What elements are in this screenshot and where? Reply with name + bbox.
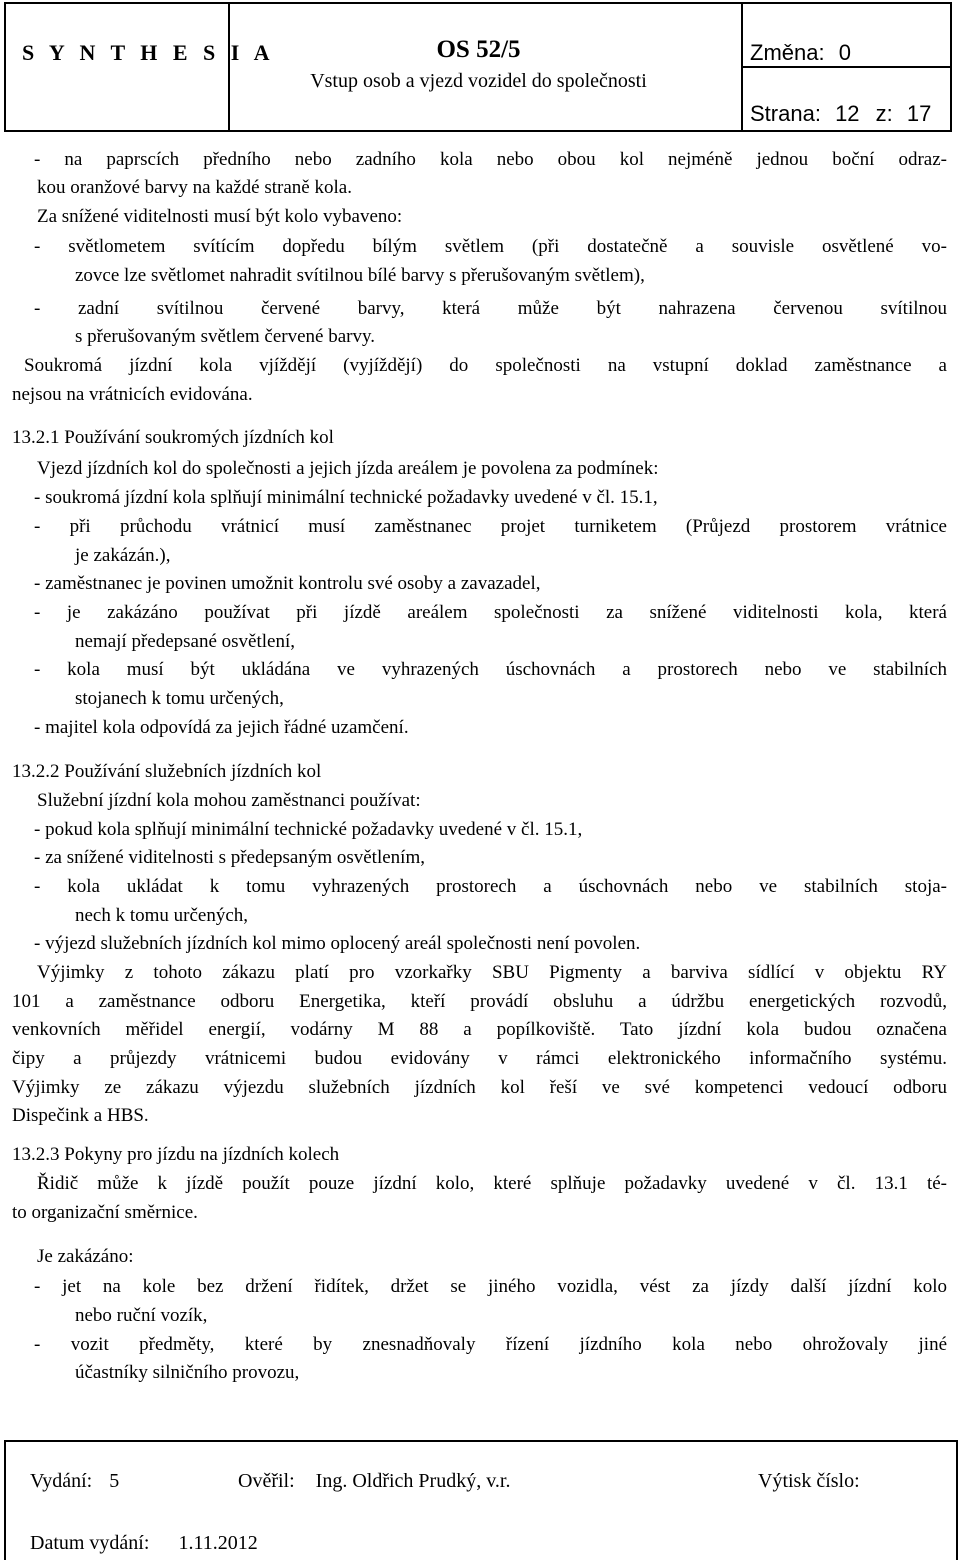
text-line: - kola ukládat k tomu vyhrazených prostorech a úschovnách nebo ve stabilních stoja-	[34, 876, 947, 897]
text-line: s přerušovaným světlem červené barvy.	[75, 326, 376, 347]
text-line: - pokud kola splňují minimální technické požadavky uvedené v čl. 15.1,	[34, 819, 583, 840]
text-line: - na paprscích předního nebo zadního kola nebo obou kol nejméně jednou boční odraz-	[34, 149, 947, 170]
text-line: - zaměstnanec je povinen umožnit kontrolu své osoby a zavazadel,	[34, 573, 541, 594]
text-line: to organizační směrnice.	[12, 1202, 198, 1223]
section-heading: 13.2.2 Používání služebních jízdních kol	[12, 761, 322, 782]
text-line: - vozit předměty, které by znesnadňovaly řízení jízdního kola nebo ohrožovaly jiné	[34, 1334, 947, 1355]
text-line: - majitel kola odpovídá za jejich řádné uzamčení.	[34, 717, 409, 738]
text-line: - kola musí být ukládána ve vyhrazených úschovnách a prostorech nebo ve stabilních	[34, 659, 947, 680]
change-field	[750, 40, 851, 66]
date-value: 1.11.2012	[178, 1532, 258, 1554]
text-line: nejsou na vrátnicích evidována.	[12, 384, 253, 405]
text-line: 101 a zaměstnance odboru Energetika, kteří provádí obsluhu a údržbu energetických rozvodů,	[12, 991, 947, 1012]
company-name: S Y N T H E S I A	[22, 40, 275, 65]
text-line: Vjezd jízdních kol do společnosti a jejich jízda areálem je povolena za podmínek:	[37, 458, 659, 479]
verified-label: Ověřil:	[238, 1470, 295, 1492]
section-heading: 13.2.1 Používání soukromých jízdních kol	[12, 427, 334, 448]
document-number: OS 52/5	[436, 36, 521, 63]
header-divider	[741, 66, 950, 68]
verified-value: Ing. Oldřich Prudký, v.r.	[315, 1470, 511, 1492]
text-line: - je zakázáno používat při jízdě areálem společnosti za snížené viditelnosti kola, která	[34, 602, 947, 623]
header-divider	[228, 4, 230, 130]
page-info	[750, 101, 931, 127]
issue-label: Vydání:	[30, 1470, 93, 1492]
text-line: je zakázán.),	[75, 545, 171, 566]
text-line: zovce lze světlomet nahradit svítilnou bílé barvy s přerušovaným světlem),	[75, 265, 645, 286]
text-line: - jet na kole bez držení řidítek, držet se jiného vozidla, vést za jízdy další jízdní kolo	[34, 1276, 947, 1297]
text-line: - soukromá jízdní kola splňují minimální technické požadavky uvedené v čl. 15.1,	[34, 487, 658, 508]
verified-field	[238, 1470, 510, 1493]
issue-field	[30, 1470, 119, 1493]
text-line: - světlometem svítícím dopředu bílým světlem (při dostatečně a souvisle osvětlené vo-	[34, 236, 947, 257]
text-line: nemají předepsané osvětlení,	[75, 631, 296, 652]
copy-number-field	[758, 1470, 860, 1493]
text-line: Služební jízdní kola mohou zaměstnanci používat:	[37, 790, 421, 811]
page-label: Strana:	[750, 101, 821, 126]
text-line: Je zakázáno:	[37, 1246, 134, 1267]
text-line: Za snížené viditelnosti musí být kolo vybaveno:	[37, 206, 403, 227]
section-heading: 13.2.3 Pokyny pro jízdu na jízdních kolech	[12, 1144, 340, 1165]
page-total: 17	[906, 101, 932, 126]
date-field	[30, 1532, 258, 1555]
text-line: stojanech k tomu určených,	[75, 688, 284, 709]
text-line: nech k tomu určených,	[75, 905, 249, 926]
page-number: 12	[835, 101, 860, 126]
text-line: Výjimky z tohoto zákazu platí pro vzorkařky SBU Pigmenty a barviva sídlící v objektu RY	[37, 962, 947, 983]
text-line: - zadní svítilnou červené barvy, která může být nahrazena červenou svítilnou	[34, 298, 947, 319]
issue-value: 5	[109, 1470, 120, 1492]
text-line: - při průchodu vrátnicí musí zaměstnanec projet turniketem (Průjezd prostorem vrátnice	[34, 516, 947, 537]
text-line: - výjezd služebních jízdních kol mimo oplocený areál společnosti není povolen.	[34, 933, 641, 954]
text-line: venkovních měřidel energií, vodárny M 88 a popílkoviště. Tato jízdní kola budou označena	[12, 1019, 947, 1040]
text-line: Výjimky ze zákazu výjezdu služebních jízdních kol řeší ve své kompetenci vedoucí odboru	[12, 1077, 947, 1098]
text-line: čipy a průjezdy vrátnicemi budou evidovány v rámci elektronického informačního systému.	[12, 1048, 947, 1069]
text-line: Soukromá jízdní kola vjíždějí (vyjíždějí) do společnosti na vstupní doklad zaměstnance a	[24, 355, 947, 376]
page-of-label: z:	[875, 101, 893, 126]
text-line: Řidič může k jízdě použít pouze jízdní kolo, které splňuje požadavky uvedené v čl. 13.1 té-	[37, 1173, 947, 1194]
document-title: Vstup osob a vjezd vozidel do společnosti	[310, 70, 647, 92]
text-line: nebo ruční vozík,	[75, 1305, 208, 1326]
change-value: 0	[838, 40, 851, 65]
text-line: účastníky silničního provozu,	[75, 1362, 300, 1383]
date-label: Datum vydání:	[30, 1532, 150, 1554]
document-footer	[4, 1440, 958, 1560]
text-line: - za snížené viditelnosti s předepsaným osvětlením,	[34, 847, 425, 868]
copy-label: Výtisk číslo:	[758, 1470, 860, 1492]
change-label: Změna:	[750, 40, 825, 65]
text-line: Dispečink a HBS.	[12, 1105, 149, 1126]
text-line: kou oranžové barvy na každé straně kola.	[37, 177, 352, 198]
